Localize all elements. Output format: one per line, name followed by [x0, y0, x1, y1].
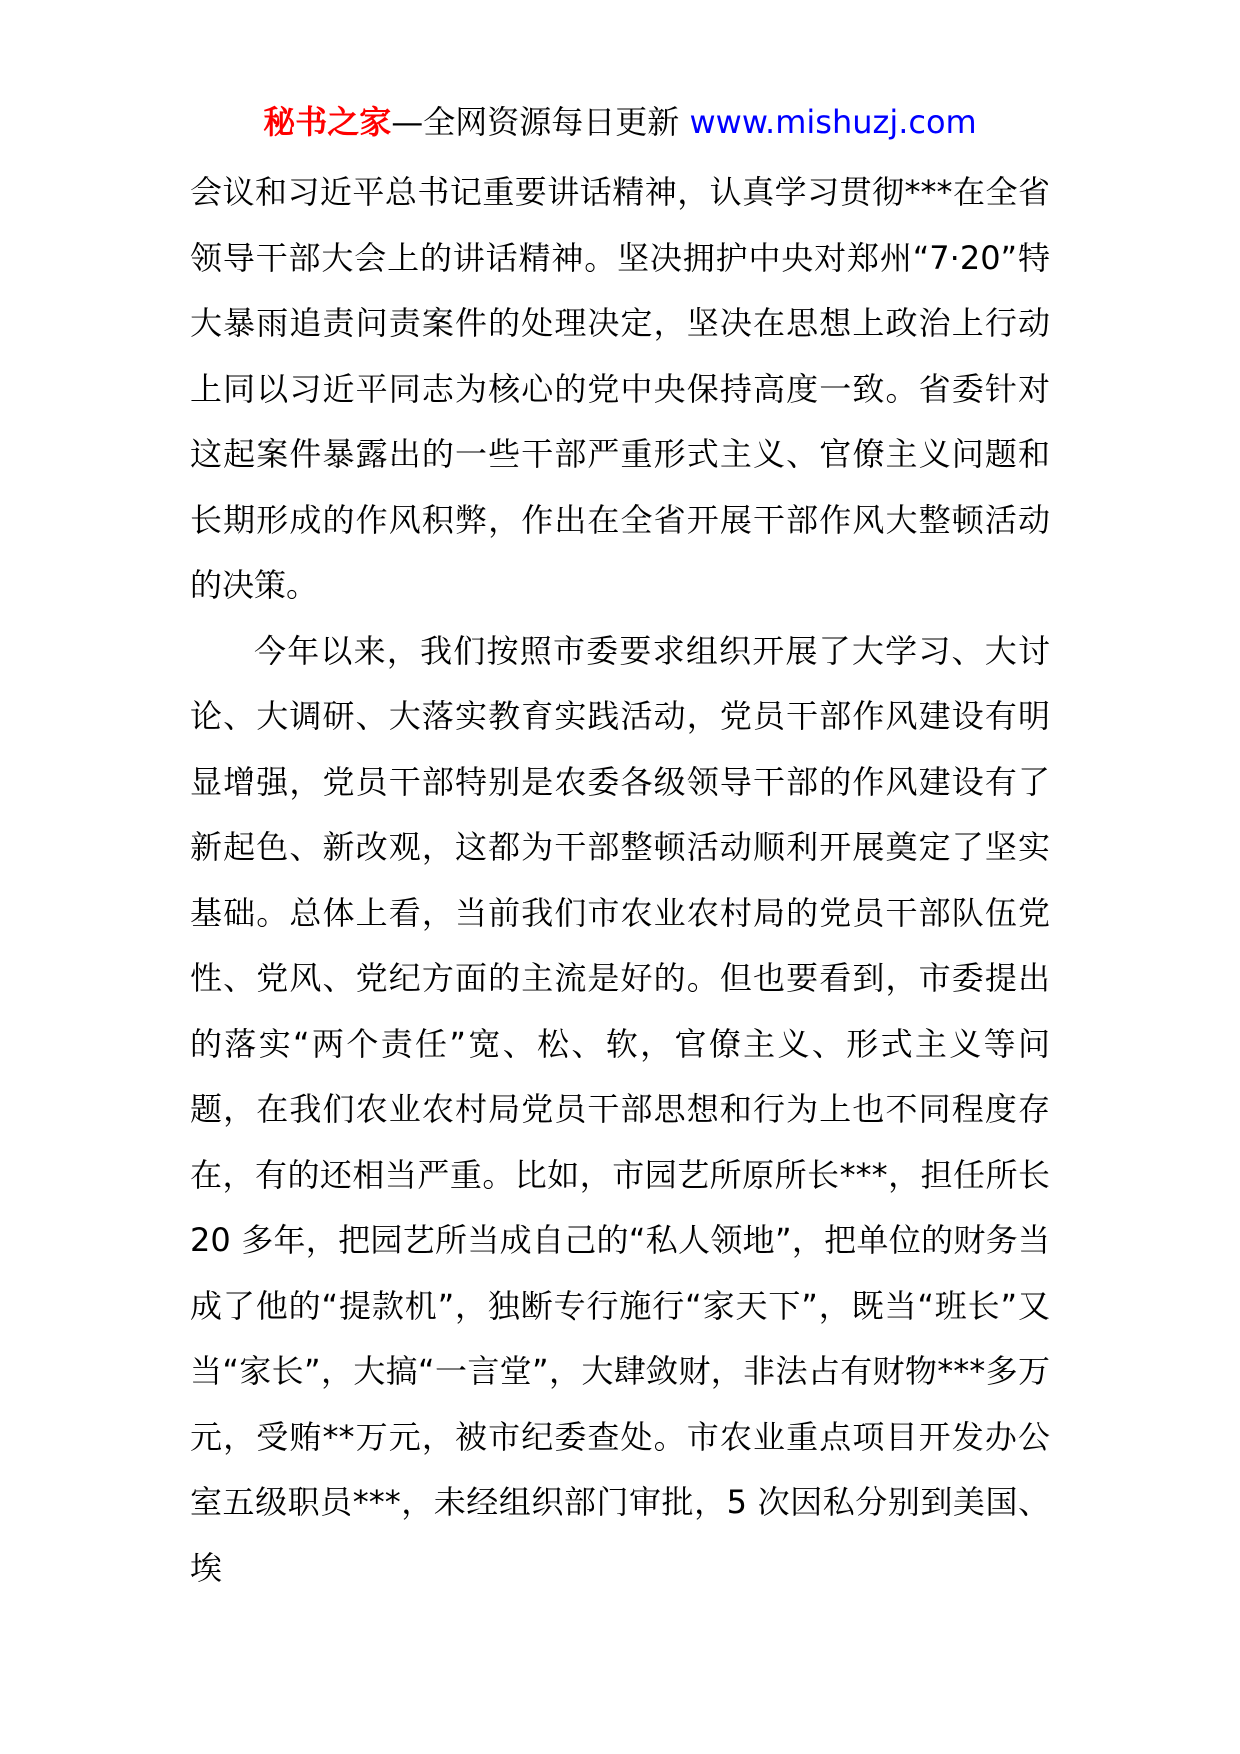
page-header	[0, 100, 1240, 144]
website-link[interactable]: www.mishuzj.com	[689, 103, 977, 141]
paragraph-continued: 会议和习近平总书记重要讲话精神，认真学习贯彻***在全省领导干部大会上的讲话精神。坚决拥护中央对郑州“7·20”特大暴雨追责问责案件的处理决定，坚决在思想上政治上行动上同以习近平同志为核心的党中央保持高度一致。省委针对这起案件暴露出的一些干部严重形式主义、官僚主义问题和长期形成的作风积弊，作出在全省开展干部作风大整顿活动的决策。	[190, 173, 1050, 604]
brand-name: 秘书之家	[263, 103, 392, 141]
header-tagline: —全网资源每日更新	[391, 103, 680, 141]
paragraph: 今年以来，我们按照市委要求组织开展了大学习、大讨论、大调研、大落实教育实践活动，党员干部作风建设有明显增强，党员干部特别是农委各级领导干部的作风建设有了新起色、新改观，这都为干部整顿活动顺利开展奠定了坚实基础。总体上看，当前我们市农业农村局的党员干部队伍党性、党风、党纪方面的主流是好的。但也要看到，市委提出的落实“两个责任”宽、松、软，官僚主义、形式主义等问题，在我们农业农村局党员干部思想和行为上也不同程度存在，有的还相当严重。比如，市园艺所原所长***，担任所长 20 多年，把园艺所当成自己的“私人领地”，把单位的财务当成了他的“提款机”，独断专行施行“家天下”，既当“班长”又当“家长”，大搞“一言堂”，大肆敛财，非法占有财物***多万元，受贿**万元，被市纪委查处。市农业重点项目开发办公室五级职员***，未经组织部门审批，5 次因私分别到美国、埃	[190, 631, 1050, 1587]
document-body	[190, 160, 1050, 1601]
